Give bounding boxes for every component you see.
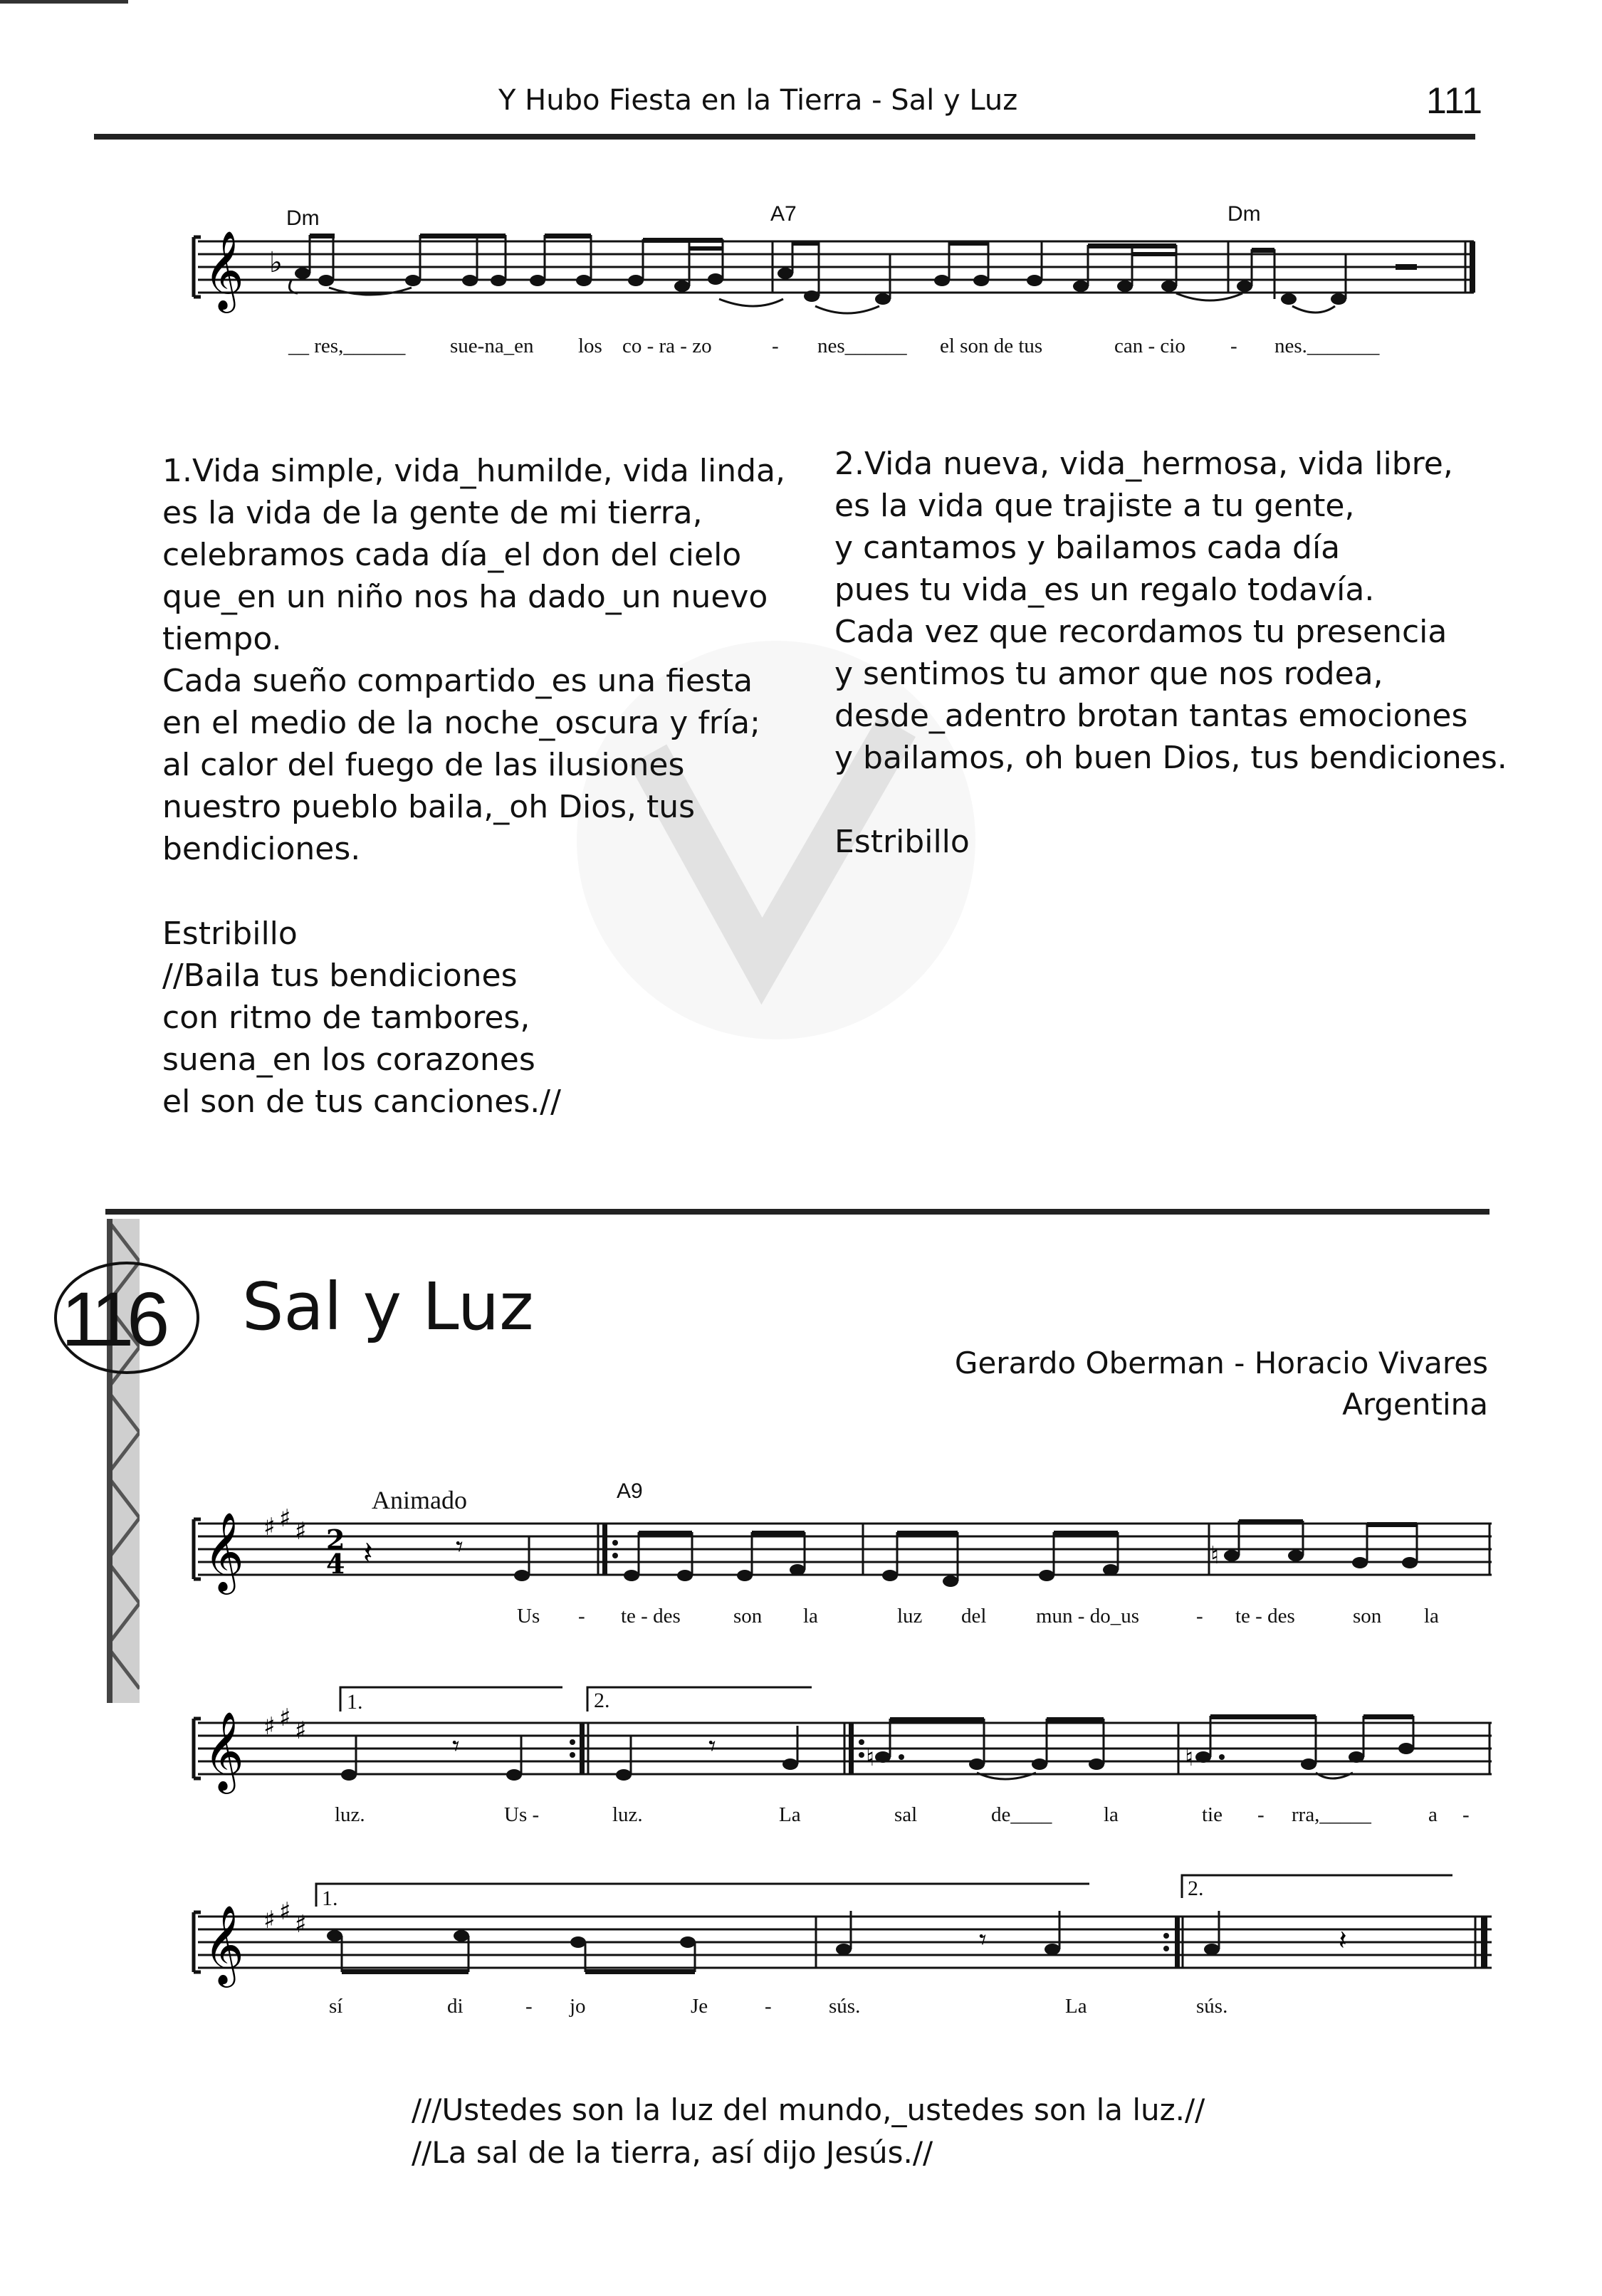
s2-lyric-9: rra,_____ <box>1292 1803 1371 1826</box>
verse-1-line: bendiciones. <box>162 831 361 867</box>
svg-text:𝄾: 𝄾 <box>708 1730 716 1763</box>
svg-text:♮: ♮ <box>1210 1541 1220 1570</box>
verse-1-line: tiempo. <box>162 621 282 657</box>
top-lyric-1: sue-na_en <box>450 335 534 357</box>
s2-lyric-10: a <box>1428 1803 1438 1826</box>
s1-lyric-3: son <box>733 1605 763 1627</box>
svg-text:♭: ♭ <box>269 246 283 279</box>
music-staff-2 <box>0 1666 1602 1808</box>
s3-lyric-5: - <box>765 1995 772 2018</box>
svg-text:𝄞: 𝄞 <box>204 230 244 310</box>
verse-1-line: es la vida de la gente de mi tierra, <box>162 495 703 531</box>
verse-2-spacer <box>834 779 1507 821</box>
svg-text:♯: ♯ <box>279 1897 291 1926</box>
chord-a7: A7 <box>770 202 797 226</box>
top-lyric-9: nes._______ <box>1274 335 1380 357</box>
s1-lyric-7: mun - do_us <box>1036 1605 1139 1627</box>
verse-2-line: pues tu vida_es un regalo todavía. <box>834 572 1375 608</box>
svg-text:4: 4 <box>326 1548 345 1580</box>
svg-text:♯: ♯ <box>295 1517 307 1546</box>
s2-lyric-8: - <box>1257 1803 1265 1826</box>
s1-lyric-11: la <box>1424 1605 1439 1627</box>
chord-dm-1: Dm <box>286 206 320 230</box>
s1-lyric-5: luz <box>897 1605 923 1627</box>
verse-2-line: desde_adentro brotan tantas emociones <box>834 698 1468 734</box>
song-number: 116 <box>61 1276 163 1362</box>
section-rule <box>105 1209 1490 1215</box>
verse-2-line: y cantamos y bailamos cada día <box>834 530 1341 566</box>
s2-lyric-7: tie <box>1202 1803 1223 1826</box>
s2-lyric-6: la <box>1104 1803 1119 1826</box>
s3-ending-2: 2. <box>1188 1877 1204 1900</box>
svg-text:♯: ♯ <box>279 1704 291 1732</box>
top-lyric-6: el son de tus <box>940 335 1043 357</box>
verse-1-line: Cada sueño compartido_es una fiesta <box>162 663 753 699</box>
top-lyric-4: - <box>772 335 779 357</box>
svg-text:𝄽: 𝄽 <box>363 1535 373 1571</box>
s2-lyric-11: - <box>1462 1803 1470 1826</box>
svg-text:𝄾: 𝄾 <box>979 1924 987 1956</box>
s3-lyric-6: sús. <box>829 1995 861 2018</box>
s2-lyric-1: Us - <box>504 1803 540 1826</box>
top-lyric-5: nes______ <box>817 335 907 357</box>
s2-lyric-4: sal <box>894 1803 918 1826</box>
svg-text:𝄞: 𝄞 <box>204 1511 244 1591</box>
svg-text:♯: ♯ <box>263 1712 276 1741</box>
top-lyric-8: - <box>1230 335 1237 357</box>
s3-lyric-1: di <box>447 1995 464 2018</box>
running-header: Y Hubo Fiesta en la Tierra - Sal y Luz <box>498 84 1018 117</box>
s3-lyric-0: sí <box>329 1995 343 2018</box>
verse-2-line: es la vida que trajiste a tu gente, <box>834 488 1355 524</box>
s3-lyric-4: Je <box>691 1995 708 2018</box>
svg-text:𝄞: 𝄞 <box>204 1711 244 1791</box>
svg-text:♮: ♮ <box>866 1744 875 1772</box>
verse-1-line: que_en un niño nos ha dado_un nuevo <box>162 579 768 615</box>
verse-2-line: y sentimos tu amor que nos rodea, <box>834 656 1383 692</box>
svg-text:♯: ♯ <box>295 1716 307 1745</box>
chorus-line: con ritmo de tambores, <box>162 1000 530 1036</box>
verse-2-line: Cada vez que recordamos tu presencia <box>834 614 1447 650</box>
svg-text:𝄽: 𝄽 <box>1339 1924 1347 1956</box>
top-lyric-2: los <box>578 335 602 357</box>
svg-text:♯: ♯ <box>263 1513 276 1541</box>
verse-1-line: celebramos cada día_el don del cielo <box>162 537 742 573</box>
music-staff-3 <box>0 1865 1602 2008</box>
verse-1-line: en el medio de la noche_oscura y fría; <box>162 705 760 741</box>
chorus-line: el son de tus canciones.// <box>162 1084 561 1120</box>
s3-lyric-7: La <box>1065 1995 1087 2018</box>
svg-text:2: 2 <box>326 1524 345 1556</box>
svg-text:♯: ♯ <box>295 1910 307 1939</box>
s3-lyric-8: sús. <box>1196 1995 1228 2018</box>
chorus <box>162 913 561 1123</box>
svg-text:𝄾: 𝄾 <box>452 1730 460 1763</box>
refrain-line: ///Ustedes son la luz del mundo,_ustedes son la luz.// <box>412 2092 1205 2127</box>
s2-lyric-0: luz. <box>335 1803 365 1826</box>
s1-lyric-10: son <box>1353 1605 1382 1627</box>
verse-1-line: al calor del fuego de las ilusiones <box>162 747 685 783</box>
verse-2-chorus-label: Estribillo <box>834 824 970 860</box>
svg-text:♮: ♮ <box>1185 1744 1194 1772</box>
chorus-label: Estribillo <box>162 916 298 952</box>
s3-ending-1: 1. <box>322 1887 338 1910</box>
s2-lyric-3: La <box>779 1803 801 1826</box>
svg-text:♯: ♯ <box>263 1906 276 1934</box>
verse-2 <box>834 443 1507 863</box>
refrain-text <box>412 2089 1205 2174</box>
s2-ending-1: 1. <box>347 1690 363 1714</box>
top-lyric-0: __ res,______ <box>288 335 406 357</box>
top-lyric-7: can - cio <box>1114 335 1185 357</box>
s1-lyric-2: te - des <box>621 1605 681 1627</box>
verse-1 <box>162 450 785 870</box>
tempo-marking: Animado <box>372 1486 467 1514</box>
s3-lyric-2: - <box>525 1995 533 2018</box>
chorus-line: //Baila tus bendiciones <box>162 958 518 994</box>
svg-text:♯: ♯ <box>279 1504 291 1533</box>
s1-lyric-8: - <box>1196 1605 1203 1627</box>
verse-2-line: y bailamos, oh buen Dios, tus bendiciones. <box>834 740 1507 776</box>
s1-lyric-0: Us <box>517 1605 540 1627</box>
s1-lyric-1: - <box>578 1605 585 1627</box>
chord-dm-2: Dm <box>1227 202 1261 226</box>
svg-text:𝄾: 𝄾 <box>456 1531 464 1563</box>
song-title: Sal y Luz <box>242 1269 534 1345</box>
music-staff-1 <box>0 1495 1602 1616</box>
s1-lyric-6: del <box>961 1605 987 1627</box>
s2-lyric-2: luz. <box>612 1803 643 1826</box>
svg-text:𝄞: 𝄞 <box>204 1904 244 1984</box>
s3-lyric-3: jo <box>570 1995 586 2018</box>
song-country: Argentina <box>1342 1387 1488 1422</box>
verse-1-line: nuestro pueblo baila,_oh Dios, tus <box>162 789 696 825</box>
s1-lyric-9: te - des <box>1235 1605 1295 1627</box>
refrain-line: //La sal de la tierra, así dijo Jesús.// <box>412 2135 933 2170</box>
s2-ending-2: 2. <box>594 1689 610 1712</box>
song-authors: Gerardo Oberman - Horacio Vivares <box>954 1346 1488 1380</box>
s2-lyric-5: de____ <box>991 1803 1052 1826</box>
top-lyric-3: co - ra - zo <box>622 335 712 357</box>
verse-2-line: 2.Vida nueva, vida_hermosa, vida libre, <box>834 446 1453 482</box>
page-number: 111 <box>1426 80 1483 122</box>
chorus-line: suena_en los corazones <box>162 1042 535 1078</box>
verse-1-line: 1.Vida simple, vida_humilde, vida linda, <box>162 453 785 489</box>
chord-a9: A9 <box>617 1479 643 1503</box>
s1-lyric-4: la <box>803 1605 818 1627</box>
